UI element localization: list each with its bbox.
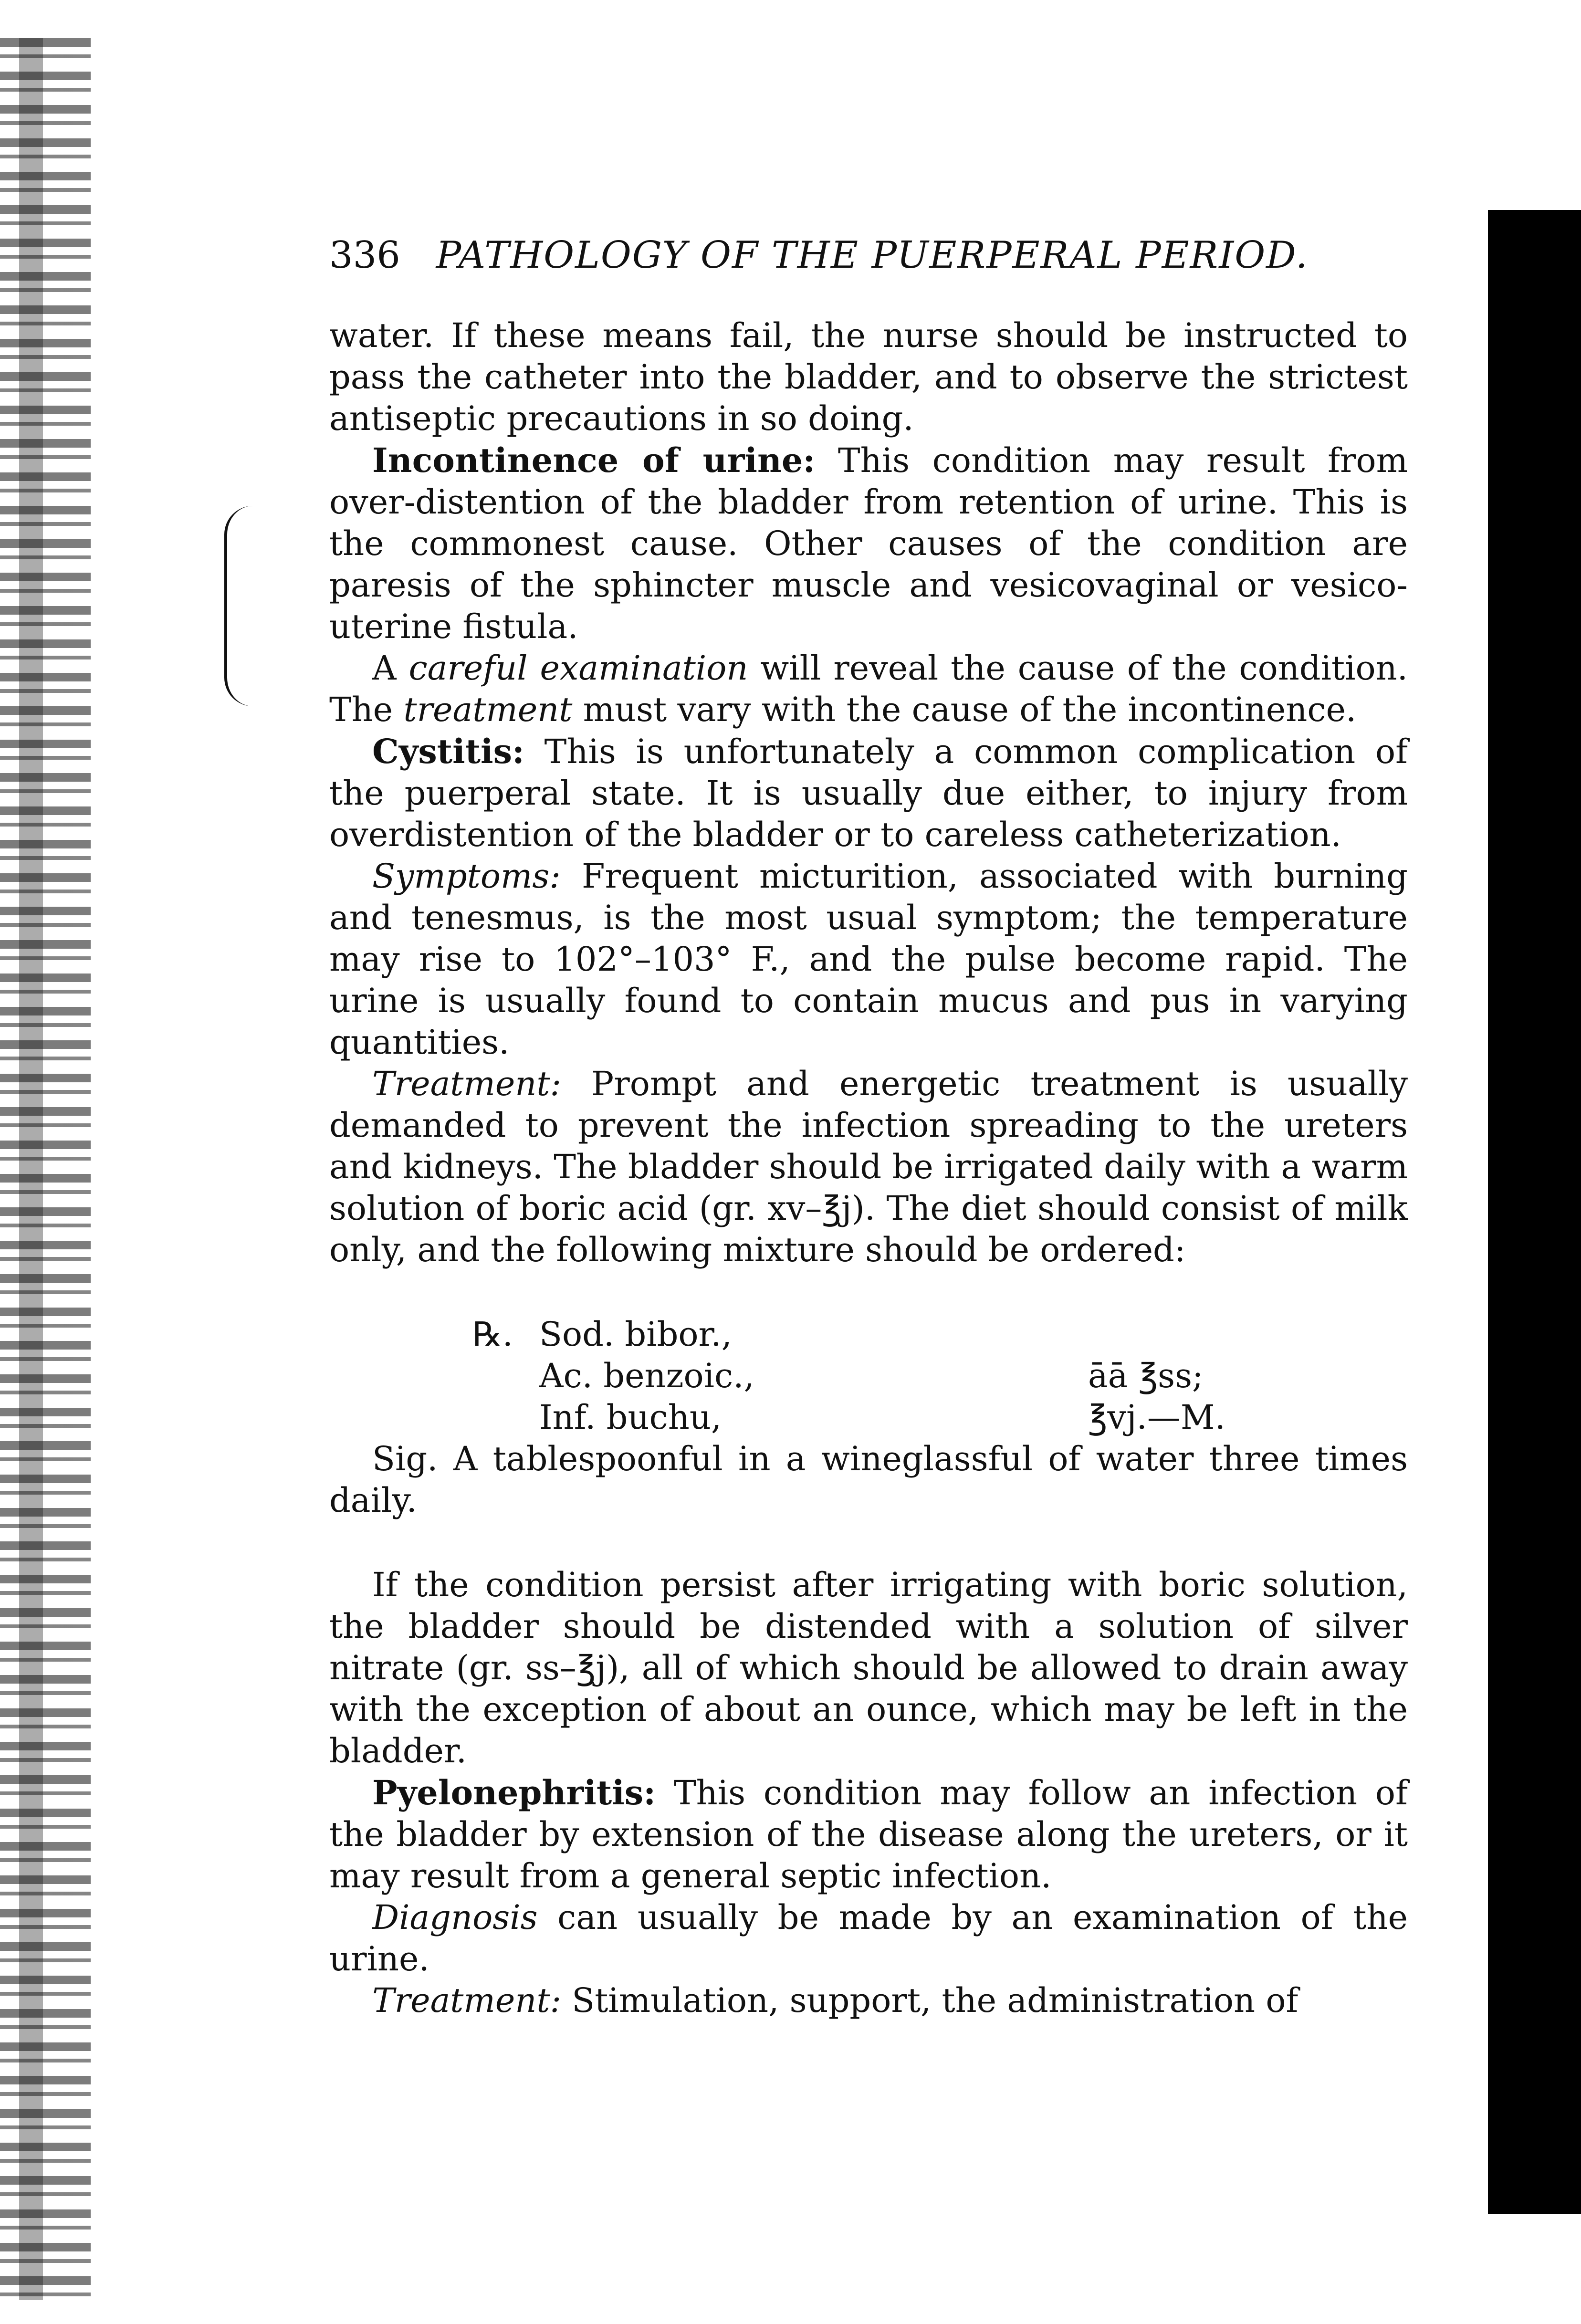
margin-bracket-mark (224, 506, 256, 706)
paragraph-pyelonephritis (329, 1772, 1408, 1897)
heading-treatment-2: Treatment: (372, 1981, 562, 2020)
incontinence-text: This condition may result from over-distention of the bladder from retention of urine. This is the commonest cause. Other causes of the condition are paresis of the sphincter muscle and vesicovaginal or vesico-uterine fistula. (329, 441, 1408, 646)
recipe-symbol: ℞. (472, 1315, 513, 1354)
page-number: 336 (329, 234, 400, 277)
treatment-italic: treatment (403, 690, 573, 729)
paragraph-water: water. If these means fail, the nurse should be instructed to pass the catheter into the bladder, and to observe the strictest antiseptic precautions in so doing. (329, 316, 1408, 438)
heading-pyelonephritis: Pyelonephritis: (372, 1773, 656, 1812)
quantity: ℥vj.—M. (1088, 1398, 1225, 1437)
careful-text-1: will reveal the cause of the condition. The (329, 649, 1408, 729)
heading-symptoms: Symptoms: (372, 857, 561, 896)
running-title: PATHOLOGY OF THE PUERPERAL PERIOD. (436, 234, 1309, 277)
book-page (329, 229, 1408, 2281)
careful-a: A (372, 649, 409, 688)
ingredient: Inf. buchu, (539, 1398, 722, 1437)
ingredient: Ac. benzoic., (539, 1356, 754, 1395)
paragraph-treatment-2 (329, 1980, 1408, 2021)
heading-diagnosis: Diagnosis (372, 1898, 538, 1937)
treatment-text: Prompt and energetic treatment is usually demanded to prevent the infection spreading to the ureters and kidneys. The bladder should be irrigated daily with a warm solution of boric acid (gr. xv–℥j). The diet should consist of milk only, and the following mixture should be ordered: (329, 1064, 1408, 1269)
prescription-line (472, 1314, 1236, 1355)
paragraph-incontinence (329, 440, 1408, 648)
heading-cystitis: Cystitis: (372, 732, 524, 771)
paragraph-diagnosis (329, 1897, 1408, 1980)
paragraph-silver-nitrate: If the condition persist after irrigating with boric solution, the bladder should be distended with a solution of silver nitrate (gr. ss–℥j), all of which should be allowed to drain away with the exception of about an ounce, which may be left in the bladder. (329, 1565, 1408, 1770)
quantity: āā ℥ss; (1088, 1356, 1204, 1395)
treatment-2-text: Stimulation, support, the administration of (561, 1981, 1298, 2020)
paragraph-treatment (329, 1063, 1408, 1271)
symptoms-text: Frequent micturition, associated with burning and tenesmus, is the most usual symptom; the temperature may rise to 102°–103° F., and the pulse become rapid. The urine is usually found to contain mucus and pus in varying quantities. (329, 857, 1408, 1062)
prescription-line (472, 1355, 1236, 1397)
binding-shadow (0, 38, 91, 2300)
paragraph-careful-examination (329, 648, 1408, 731)
running-head (329, 229, 1408, 282)
ingredient: Sod. bibor., (539, 1315, 732, 1354)
paragraph-sig: Sig. A tablespoonful in a wineglassful of water three times daily. (329, 1439, 1408, 1520)
paragraph-cystitis (329, 731, 1408, 856)
careful-examination-italic: careful examination (408, 649, 748, 688)
pyelonephritis-text: This condition may follow an infection of the bladder by extension of the disease along the ureters, or it may result from a general septic infection. (329, 1773, 1408, 1895)
cystitis-text: This is unfortunately a common complication of the puerperal state. It is usually due either, to injury from overdistention of the bladder or to careless catheterization. (329, 732, 1408, 854)
heading-incontinence: Incontinence of urine: (372, 440, 816, 480)
paragraph-symptoms (329, 856, 1408, 1063)
page-edge-shadow (1488, 210, 1581, 2214)
binding-gutter (19, 38, 43, 2300)
prescription-line (472, 1397, 1236, 1438)
diagnosis-text: can usually be made by an examination of the urine. (329, 1898, 1408, 1979)
prescription (472, 1314, 1236, 1438)
careful-text-2: must vary with the cause of the incontinence. (572, 690, 1357, 729)
heading-treatment: Treatment: (372, 1064, 562, 1103)
